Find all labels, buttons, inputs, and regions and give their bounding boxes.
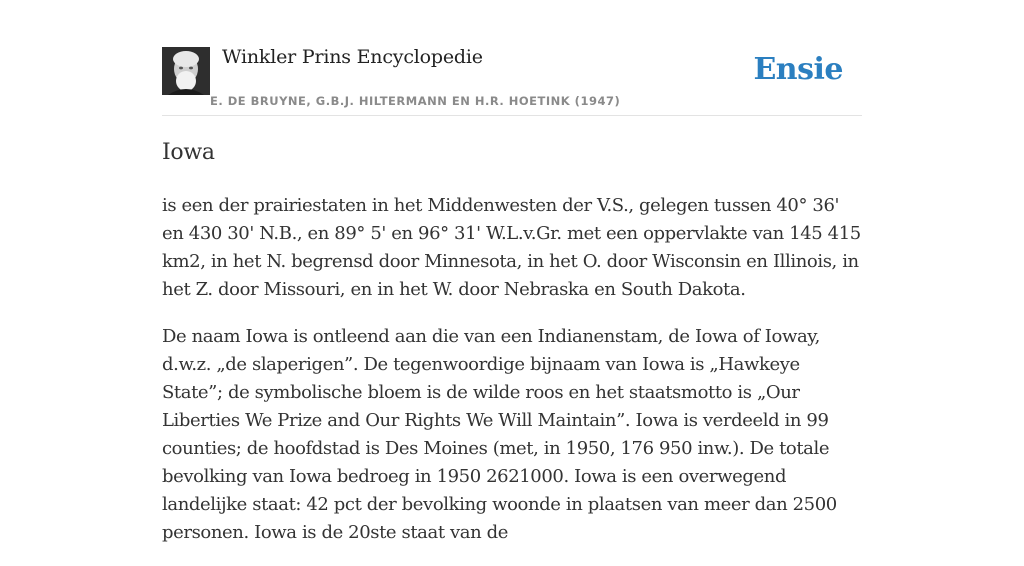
author-portrait-icon[interactable] bbox=[162, 47, 210, 95]
site-title[interactable]: Winkler Prins Encyclopedie bbox=[222, 46, 483, 68]
article-paragraph: De naam Iowa is ontleend aan die van een Indianenstam, de Iowa of Ioway, d.w.z. „de slaperigen”. De tegenwoordige bijnaam van Iowa is „Hawkeye State”; de symbolische bloem is de wilde roos en het staatsmotto is „Our Liberties We Prize and Our Rights We Will Maintain”. Iowa is verdeeld in 99 counties; de hoofdstad is Des Moines (met, in 1950, 176 950 inw.). De totale bevolking van Iowa bedroeg in 1950 2621000. Iowa is een overwegend landelijke staat: 42 pct der bevolking woonde in plaatsen van meer dan 2500 personen. Iowa is de 20ste staat van de bbox=[162, 326, 837, 543]
site-header bbox=[162, 40, 862, 116]
article-paragraph: is een der prairiestaten in het Middenwesten der V.S., gelegen tussen 40° 36' en 430 30' N.B., en 89° 5' en 96° 31' W.L.v.Gr. met een oppervlakte van 145 415 km2, in het N. begrensd door Minnesota, in het O. door Wisconsin en Illinois, in het Z. door Missouri, en in het W. door Nebraska en South Dakota. bbox=[162, 195, 861, 300]
article-title: Iowa bbox=[162, 140, 215, 165]
article-body bbox=[162, 192, 862, 566]
authors-line: E. DE BRUYNE, G.B.J. HILTERMANN EN H.R. HOETINK (1947) bbox=[210, 94, 621, 108]
brand-logo-link[interactable]: Ensie bbox=[753, 52, 843, 87]
